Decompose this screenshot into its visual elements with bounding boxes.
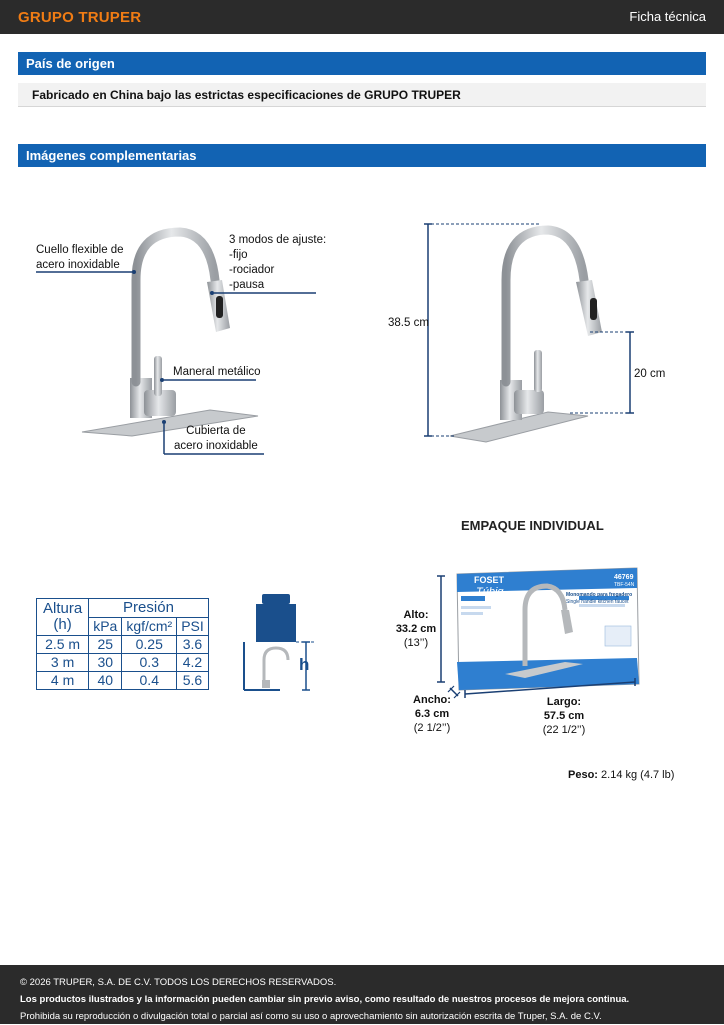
unit-kpa: kPa bbox=[89, 617, 122, 636]
package-height: Alto: 33.2 cm (13’’) bbox=[395, 609, 437, 649]
height-diagram-label: h bbox=[299, 655, 310, 674]
images-section-title: Imágenes complementarias bbox=[18, 144, 706, 167]
pressure-header: Presión bbox=[89, 599, 209, 618]
unit-psi: PSI bbox=[177, 617, 209, 636]
callout-neck: Cuello flexible de acero inoxidable bbox=[36, 244, 124, 271]
origin-text: Fabricado en China bajo las estrictas especificaciones de GRUPO TRUPER bbox=[18, 83, 706, 107]
package-title: EMPAQUE INDIVIDUAL bbox=[461, 518, 604, 533]
package-width: Ancho: 6.3 cm (2 1/2’’) bbox=[413, 694, 451, 734]
callout-modes-line bbox=[210, 292, 316, 296]
footer-copyright: © 2026 TRUPER, S.A. DE C.V. TODOS LOS DERECHOS RESERVADOS. bbox=[20, 977, 337, 988]
callout-modes: 3 modos de ajuste: -fijo -rociador -pausa bbox=[229, 234, 327, 291]
table-row: 3 m 30 0.3 4.2 bbox=[37, 654, 209, 672]
package-line: Túbig bbox=[476, 586, 504, 598]
pressure-table bbox=[36, 598, 209, 690]
unit-kgf: kgf/cm² bbox=[122, 617, 177, 636]
faucet-dimensions-illustration bbox=[420, 220, 640, 444]
spout-height-label: 20 cm bbox=[634, 368, 666, 380]
footer bbox=[0, 965, 724, 1024]
callout-neck-line bbox=[36, 271, 146, 275]
package-code: 46769 bbox=[614, 574, 634, 581]
package-length: Largo: 57.5 cm (22 1/2’’) bbox=[542, 696, 586, 736]
total-height-label: 38.5 cm bbox=[388, 317, 429, 329]
footer-notice: Los productos ilustrados y la información pueden cambiar sin previo aviso, como resultado de nuestros procesos de mejora continua. bbox=[20, 994, 630, 1005]
callout-deck: Cubierta de acero inoxidable bbox=[174, 425, 258, 452]
top-bar bbox=[0, 0, 724, 34]
package-brand: FOSET bbox=[474, 575, 505, 585]
brand-logo: GRUPO TRUPER bbox=[18, 9, 142, 26]
callout-handle-line bbox=[160, 379, 260, 383]
package-desc-en: Single handle kitchen faucet bbox=[566, 599, 629, 605]
document-type: Ficha técnica bbox=[629, 9, 706, 24]
table-row: 4 m 40 0.4 5.6 bbox=[37, 672, 209, 690]
package-dimension-lines bbox=[436, 570, 642, 706]
callout-handle: Maneral metálico bbox=[173, 366, 261, 378]
package-weight: Peso: 2.14 kg (4.7 lb) bbox=[568, 769, 675, 781]
water-tank-diagram bbox=[240, 590, 320, 694]
package-model: TBF-54N bbox=[614, 582, 635, 588]
footer-prohibition: Prohibida su reproducción o divulgación total o parcial así como su uso o aprovechamiento sin autorización escrita de Truper, S.A. de C.V. bbox=[20, 1011, 602, 1022]
origin-section-title: País de origen bbox=[18, 52, 706, 75]
table-row: 2.5 m 25 0.25 3.6 bbox=[37, 636, 209, 654]
package-desc: Monomando para fregadero bbox=[566, 592, 633, 598]
altitude-header: Altura (h) bbox=[37, 599, 89, 636]
callout-deck-line bbox=[161, 420, 265, 458]
